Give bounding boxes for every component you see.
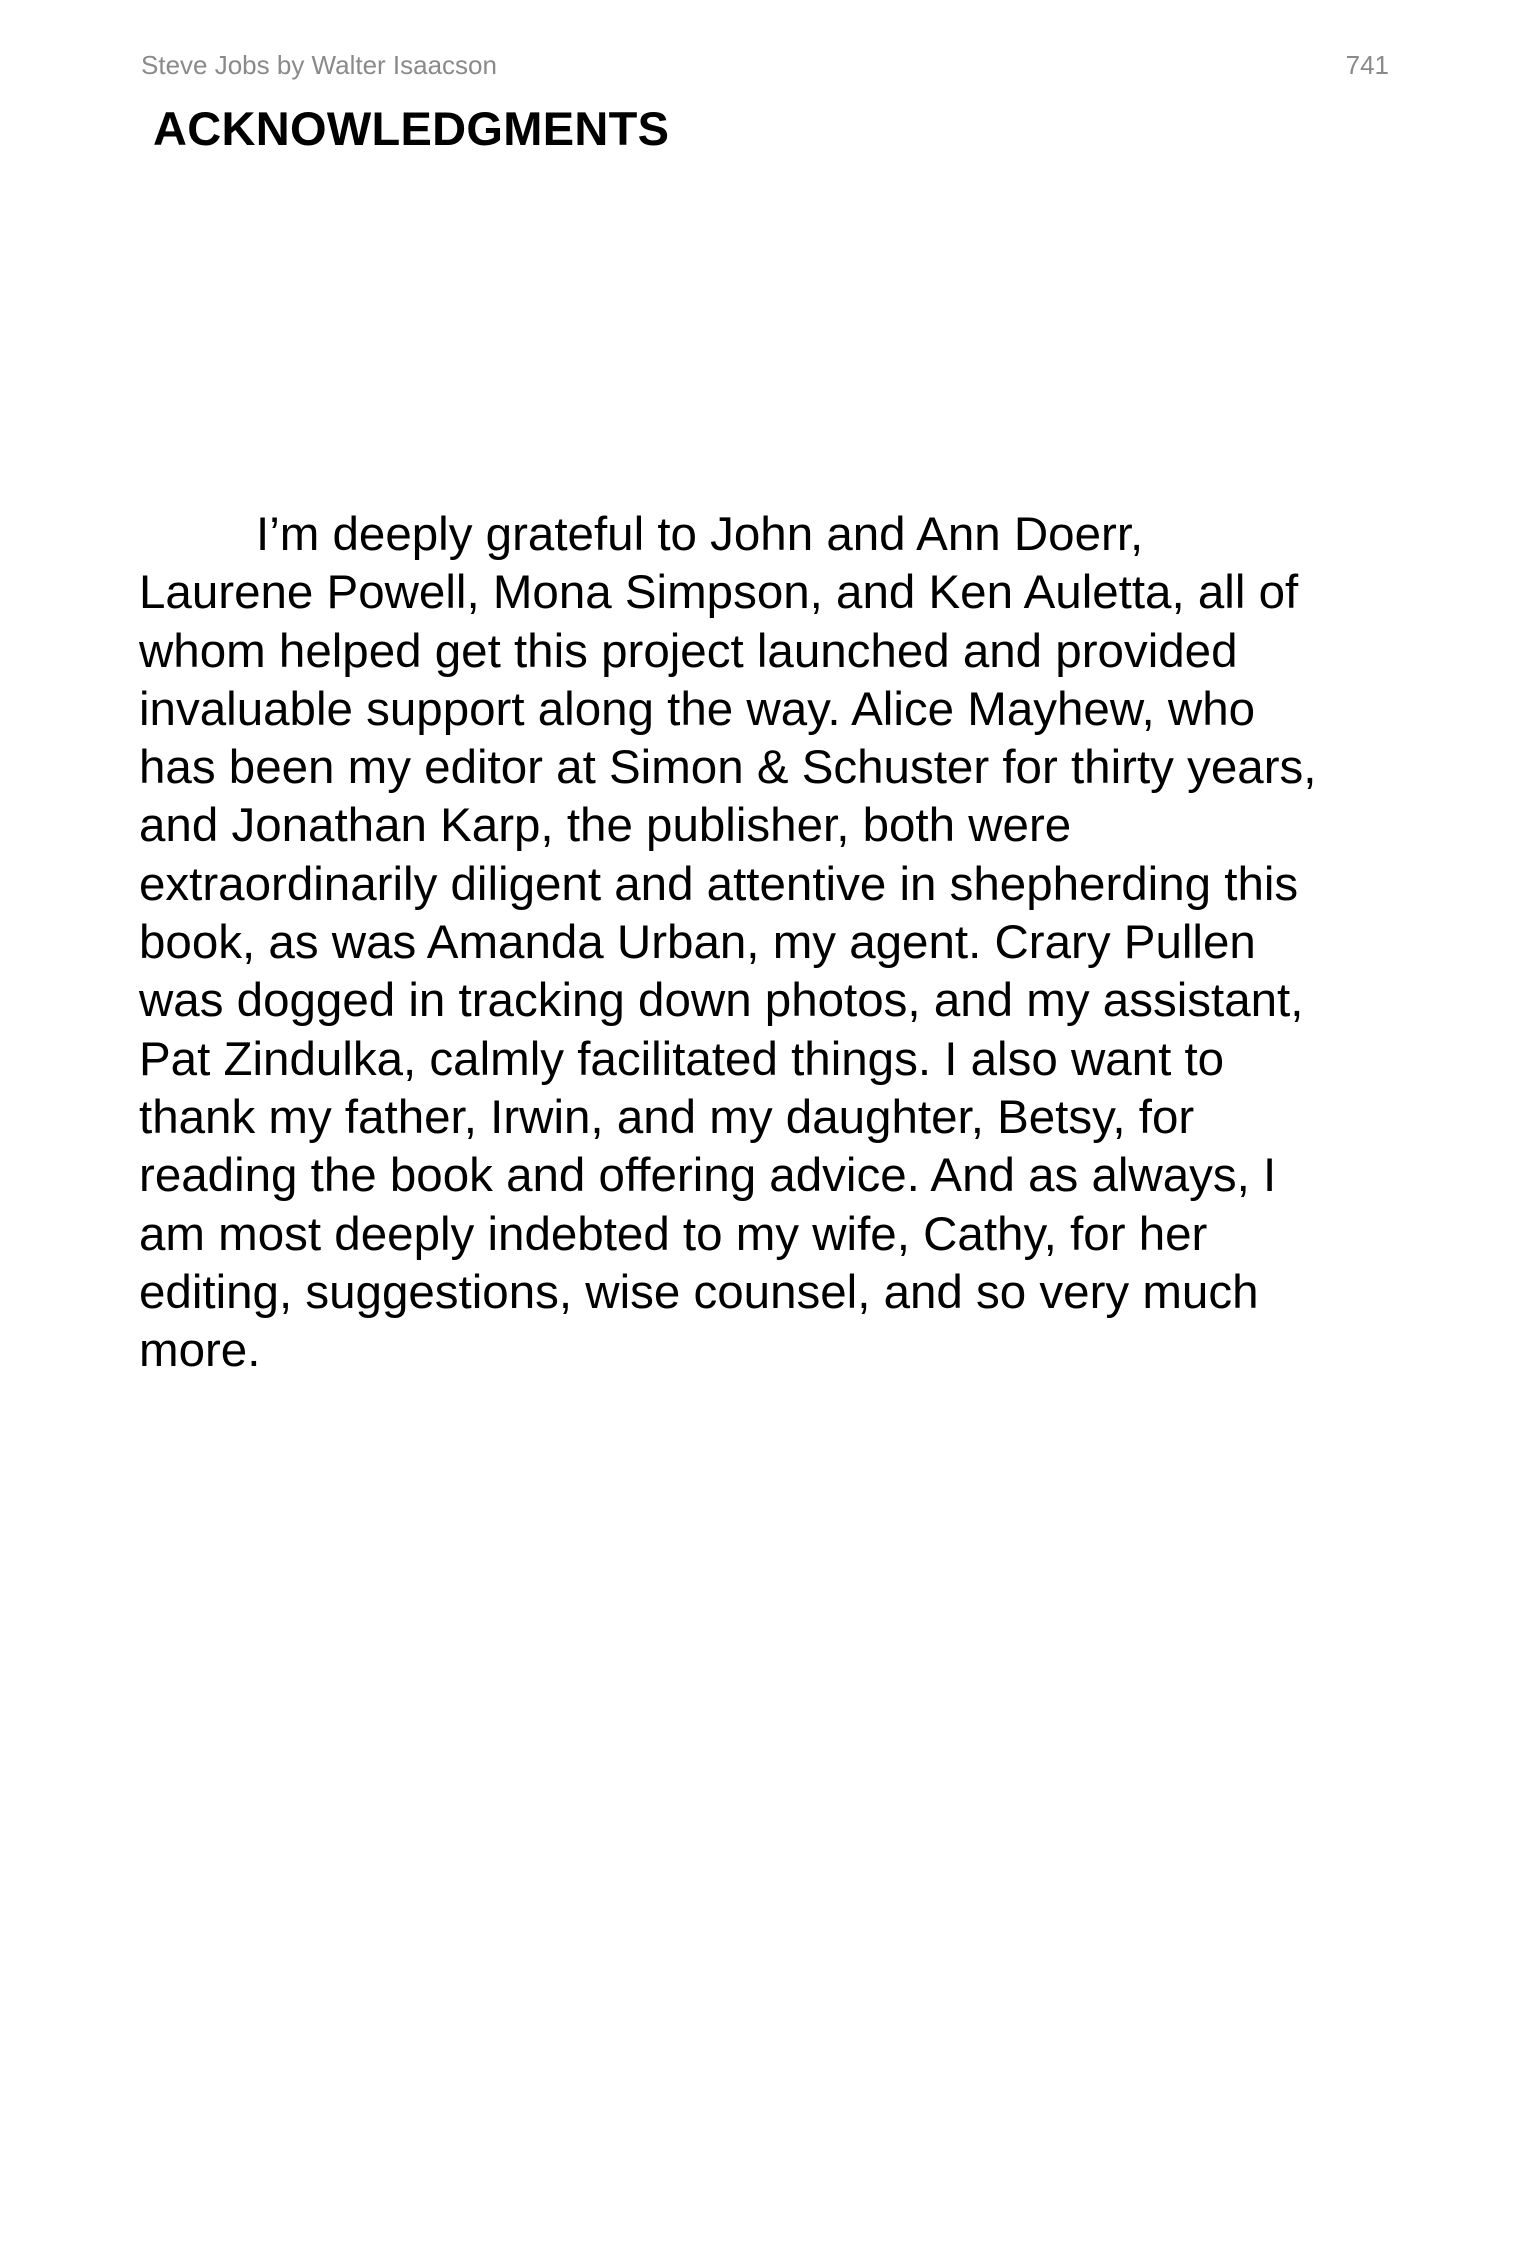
- paragraph-line: Laurene Powell, Mona Simpson, and Ken Auletta, all of: [139, 566, 1299, 620]
- chapter-heading: ACKNOWLEDGMENTS: [153, 102, 670, 155]
- paragraph-line: has been my editor at Simon & Schuster for thirty years,: [139, 741, 1317, 795]
- page-number: 741: [1345, 50, 1389, 80]
- paragraph-line: reading the book and offering advice. And as always, I: [139, 1149, 1277, 1203]
- paragraph-line: whom helped get this project launched and provided: [139, 624, 1238, 678]
- paragraph-line: extraordinarily diligent and attentive in shepherding this: [139, 857, 1299, 911]
- acknowledgments-paragraph: [139, 506, 1405, 1380]
- paragraph-line: Pat Zindulka, calmly facilitated things. I also want to: [139, 1032, 1225, 1086]
- book-title: Steve Jobs by Walter Isaacson: [141, 50, 497, 80]
- paragraph-line: was dogged in tracking down photos, and my assistant,: [139, 974, 1304, 1028]
- paragraph-line: editing, suggestions, wise counsel, and so very much: [139, 1265, 1259, 1319]
- paragraph-line: thank my father, Irwin, and my daughter, Betsy, for: [139, 1090, 1195, 1144]
- paragraph-line: I’m deeply grateful to John and Ann Doerr,: [256, 508, 1144, 561]
- paragraph-line: book, as was Amanda Urban, my agent. Crary Pullen: [139, 916, 1256, 970]
- running-head: [141, 50, 1389, 80]
- paragraph-line: invaluable support along the way. Alice Mayhew, who: [139, 682, 1256, 736]
- paragraph-line: more.: [139, 1324, 261, 1378]
- paragraph-line: and Jonathan Karp, the publisher, both were: [139, 799, 1072, 853]
- paragraph-line: am most deeply indebted to my wife, Cathy, for her: [139, 1207, 1208, 1261]
